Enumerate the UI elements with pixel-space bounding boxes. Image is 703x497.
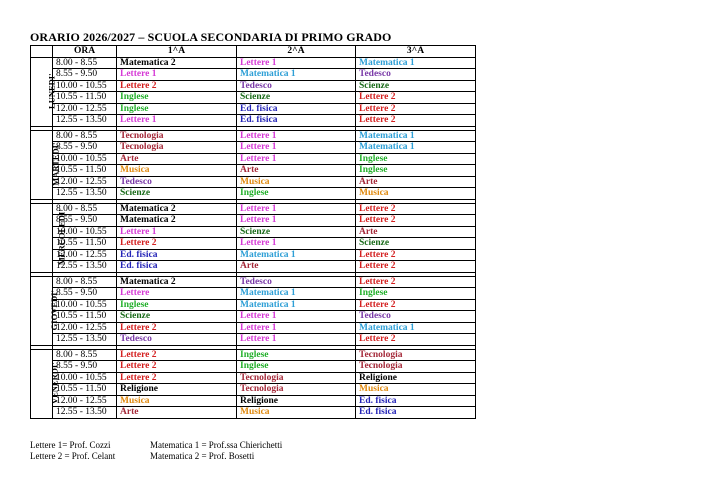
table-row bbox=[31, 322, 476, 334]
legend-item: Lettere 1= Prof. Cozzi bbox=[30, 440, 111, 450]
subject-cell-class-3a: Scienze bbox=[356, 80, 476, 92]
table-row bbox=[31, 372, 476, 384]
table-row bbox=[31, 261, 476, 273]
subject-cell-class-2a: Inglese bbox=[237, 188, 356, 200]
subject-cell-class-3a: Ed. fisica bbox=[356, 395, 476, 407]
header-day-corner bbox=[31, 46, 53, 58]
subject-cell-class-3a: Arte bbox=[356, 176, 476, 188]
table-row bbox=[31, 215, 476, 227]
subject-cell-class-1a: Inglese bbox=[117, 92, 237, 104]
subject-cell-class-2a: Tedesco bbox=[237, 276, 356, 288]
table-row bbox=[31, 311, 476, 323]
time-slot: 12.55 - 13.50 bbox=[53, 115, 117, 127]
table-row bbox=[31, 165, 476, 177]
table-row bbox=[31, 69, 476, 81]
subject-cell-class-2a: Inglese bbox=[237, 349, 356, 361]
subject-cell-class-3a: Inglese bbox=[356, 165, 476, 177]
subject-cell-class-1a: Tedesco bbox=[117, 176, 237, 188]
table-row bbox=[31, 238, 476, 250]
subject-cell-class-3a: Lettere 2 bbox=[356, 215, 476, 227]
subject-cell-class-2a: Arte bbox=[237, 165, 356, 177]
table-row bbox=[31, 130, 476, 142]
time-slot: 10.55 - 11.50 bbox=[53, 92, 117, 104]
subject-cell-class-2a: Lettere 1 bbox=[237, 203, 356, 215]
subject-cell-class-3a: Matematica 1 bbox=[356, 142, 476, 154]
time-slot: 10.55 - 11.50 bbox=[53, 384, 117, 396]
subject-cell-class-2a: Ed. fisica bbox=[237, 115, 356, 127]
subject-cell-class-2a: Inglese bbox=[237, 361, 356, 373]
time-slot: 8.55 - 9.50 bbox=[53, 288, 117, 300]
time-slot: 8.55 - 9.50 bbox=[53, 69, 117, 81]
table-row bbox=[31, 203, 476, 215]
subject-cell-class-2a: Tecnologia bbox=[237, 372, 356, 384]
subject-cell-class-3a: Tedesco bbox=[356, 69, 476, 81]
table-row bbox=[31, 334, 476, 346]
day-label-cell bbox=[31, 57, 57, 126]
legend-item: Matematica 2 = Prof. Bosetti bbox=[150, 451, 255, 461]
subject-cell-class-2a: Lettere 1 bbox=[237, 238, 356, 250]
table-row bbox=[31, 288, 476, 300]
day-label: LUNEDI' bbox=[46, 73, 57, 109]
time-slot: 10.55 - 11.50 bbox=[53, 165, 117, 177]
subject-cell-class-2a: Matematica 1 bbox=[237, 249, 356, 261]
header-row bbox=[31, 46, 476, 58]
subject-cell-class-2a: Musica bbox=[237, 407, 356, 419]
subject-cell-class-1a: Inglese bbox=[117, 299, 237, 311]
day-label: VENERDI' bbox=[49, 362, 60, 404]
subject-cell-class-2a: Lettere 1 bbox=[237, 334, 356, 346]
subject-cell-class-3a: Lettere 2 bbox=[356, 203, 476, 215]
legend-item: Lettere 2 = Prof. Celant bbox=[30, 451, 116, 461]
subject-cell-class-1a: Inglese bbox=[117, 103, 237, 115]
subject-cell-class-3a: Lettere 2 bbox=[356, 334, 476, 346]
subject-cell-class-3a: Lettere 2 bbox=[356, 115, 476, 127]
subject-cell-class-1a: Arte bbox=[117, 407, 237, 419]
subject-cell-class-1a: Lettere 2 bbox=[117, 349, 237, 361]
subject-cell-class-2a: Lettere 1 bbox=[237, 215, 356, 227]
subject-cell-class-3a: Lettere 2 bbox=[356, 92, 476, 104]
table-row bbox=[31, 361, 476, 373]
subject-cell-class-3a: Lettere 2 bbox=[356, 261, 476, 273]
subject-cell-class-3a: Ed. fisica bbox=[356, 407, 476, 419]
time-slot: 10.55 - 11.50 bbox=[53, 311, 117, 323]
subject-cell-class-1a: Musica bbox=[117, 395, 237, 407]
subject-cell-class-2a: Scienze bbox=[237, 226, 356, 238]
table-row bbox=[31, 349, 476, 361]
page-title: ORARIO 2026/2027 – SCUOLA SECONDARIA DI PRIMO GRADO bbox=[30, 30, 392, 44]
time-slot: 12.00 - 12.55 bbox=[53, 176, 117, 188]
subject-cell-class-1a: Lettere 1 bbox=[117, 69, 237, 81]
subject-cell-class-1a: Lettere 2 bbox=[117, 238, 237, 250]
subject-cell-class-3a: Tecnologia bbox=[356, 361, 476, 373]
header-class-3a: 3^A bbox=[356, 46, 476, 58]
table-row bbox=[31, 80, 476, 92]
time-slot: 12.00 - 12.55 bbox=[53, 103, 117, 115]
day-label-cell bbox=[31, 276, 59, 345]
subject-cell-class-3a: Lettere 2 bbox=[356, 103, 476, 115]
subject-cell-class-1a: Tecnologia bbox=[117, 142, 237, 154]
time-slot: 10.00 - 10.55 bbox=[53, 226, 117, 238]
time-slot: 10.55 - 11.50 bbox=[53, 238, 117, 250]
table-row bbox=[31, 188, 476, 200]
table-row bbox=[31, 299, 476, 311]
time-slot: 12.55 - 13.50 bbox=[53, 188, 117, 200]
subject-cell-class-1a: Lettere 1 bbox=[117, 226, 237, 238]
subject-cell-class-2a: Religione bbox=[237, 395, 356, 407]
time-slot: 10.00 - 10.55 bbox=[53, 299, 117, 311]
time-slot: 8.00 - 8.55 bbox=[53, 130, 117, 142]
subject-cell-class-3a: Tecnologia bbox=[356, 349, 476, 361]
subject-cell-class-1a: Matematica 2 bbox=[117, 276, 237, 288]
time-slot: 12.00 - 12.55 bbox=[53, 322, 117, 334]
subject-cell-class-3a: Musica bbox=[356, 188, 476, 200]
subject-cell-class-1a: Tecnologia bbox=[117, 130, 237, 142]
header-class-1a: 1^A bbox=[117, 46, 237, 58]
table-row bbox=[31, 276, 476, 288]
subject-cell-class-3a: Scienze bbox=[356, 238, 476, 250]
subject-cell-class-1a: Lettere 2 bbox=[117, 322, 237, 334]
subject-cell-class-3a: Arte bbox=[356, 226, 476, 238]
table-row bbox=[31, 176, 476, 188]
subject-cell-class-2a: Lettere 1 bbox=[237, 311, 356, 323]
subject-cell-class-1a: Musica bbox=[117, 165, 237, 177]
subject-cell-class-3a: Inglese bbox=[356, 153, 476, 165]
day-label-cell bbox=[31, 349, 60, 418]
schedule-body bbox=[31, 57, 476, 418]
subject-cell-class-2a: Lettere 1 bbox=[237, 57, 356, 69]
day-label: MARTEDI' bbox=[50, 142, 61, 186]
legend-item: Matematica 1 = Prof.ssa Chierichetti bbox=[150, 440, 283, 450]
time-slot: 12.55 - 13.50 bbox=[53, 261, 117, 273]
subject-cell-class-1a: Lettere 2 bbox=[117, 361, 237, 373]
time-slot: 8.00 - 8.55 bbox=[53, 57, 117, 69]
subject-cell-class-1a: Religione bbox=[117, 384, 237, 396]
table-row bbox=[31, 115, 476, 127]
time-slot: 8.00 - 8.55 bbox=[53, 203, 117, 215]
table-row bbox=[31, 384, 476, 396]
time-slot: 8.00 - 8.55 bbox=[53, 349, 117, 361]
time-slot: 12.00 - 12.55 bbox=[53, 395, 117, 407]
subject-cell-class-1a: Lettere bbox=[117, 288, 237, 300]
subject-cell-class-3a: Inglese bbox=[356, 288, 476, 300]
subject-cell-class-3a: Matematica 1 bbox=[356, 57, 476, 69]
time-slot: 10.00 - 10.55 bbox=[53, 153, 117, 165]
subject-cell-class-3a: Tedesco bbox=[356, 311, 476, 323]
subject-cell-class-3a: Lettere 2 bbox=[356, 276, 476, 288]
time-slot: 12.55 - 13.50 bbox=[53, 407, 117, 419]
subject-cell-class-2a: Arte bbox=[237, 261, 356, 273]
legend-teachers-matematica bbox=[150, 440, 282, 462]
legend-teachers-lettere bbox=[30, 440, 115, 462]
time-slot: 12.00 - 12.55 bbox=[53, 249, 117, 261]
subject-cell-class-3a: Matematica 1 bbox=[356, 130, 476, 142]
table-row bbox=[31, 249, 476, 261]
time-slot: 10.00 - 10.55 bbox=[53, 80, 117, 92]
subject-cell-class-2a: Tecnologia bbox=[237, 384, 356, 396]
time-slot: 8.55 - 9.50 bbox=[53, 142, 117, 154]
subject-cell-class-2a: Musica bbox=[237, 176, 356, 188]
subject-cell-class-2a: Tedesco bbox=[237, 80, 356, 92]
header-class-2a: 2^A bbox=[237, 46, 356, 58]
day-label-cell bbox=[31, 203, 67, 272]
table-row bbox=[31, 226, 476, 238]
subject-cell-class-1a: Ed. fisica bbox=[117, 261, 237, 273]
subject-cell-class-1a: Lettere 2 bbox=[117, 372, 237, 384]
subject-cell-class-1a: Scienze bbox=[117, 311, 237, 323]
header-ora: ORA bbox=[53, 46, 117, 58]
subject-cell-class-1a: Ed. fisica bbox=[117, 249, 237, 261]
table-row bbox=[31, 142, 476, 154]
subject-cell-class-3a: Lettere 2 bbox=[356, 299, 476, 311]
table-row bbox=[31, 57, 476, 69]
time-slot: 12.55 - 13.50 bbox=[53, 334, 117, 346]
table-row bbox=[31, 407, 476, 419]
subject-cell-class-2a: Lettere 1 bbox=[237, 322, 356, 334]
subject-cell-class-2a: Lettere 1 bbox=[237, 130, 356, 142]
subject-cell-class-1a: Tedesco bbox=[117, 334, 237, 346]
subject-cell-class-2a: Ed. fisica bbox=[237, 103, 356, 115]
time-slot: 8.55 - 9.50 bbox=[53, 361, 117, 373]
subject-cell-class-2a: Matematica 1 bbox=[237, 299, 356, 311]
table-row bbox=[31, 92, 476, 104]
subject-cell-class-1a: Matematica 2 bbox=[117, 57, 237, 69]
subject-cell-class-3a: Musica bbox=[356, 384, 476, 396]
day-label-cell bbox=[31, 130, 61, 199]
subject-cell-class-1a: Matematica 2 bbox=[117, 215, 237, 227]
subject-cell-class-1a: Arte bbox=[117, 153, 237, 165]
subject-cell-class-1a: Scienze bbox=[117, 188, 237, 200]
subject-cell-class-1a: Matematica 2 bbox=[117, 203, 237, 215]
day-label: GIOVEDI' bbox=[48, 289, 59, 331]
time-slot: 8.55 - 9.50 bbox=[53, 215, 117, 227]
day-label: MERCOLEDI' bbox=[56, 209, 67, 265]
table-row bbox=[31, 153, 476, 165]
subject-cell-class-1a: Lettere 2 bbox=[117, 80, 237, 92]
schedule-table bbox=[30, 45, 476, 419]
subject-cell-class-2a: Lettere 1 bbox=[237, 142, 356, 154]
subject-cell-class-3a: Matematica 1 bbox=[356, 322, 476, 334]
subject-cell-class-2a: Matematica 1 bbox=[237, 288, 356, 300]
table-row bbox=[31, 395, 476, 407]
subject-cell-class-2a: Scienze bbox=[237, 92, 356, 104]
subject-cell-class-2a: Matematica 1 bbox=[237, 69, 356, 81]
subject-cell-class-3a: Lettere 2 bbox=[356, 249, 476, 261]
table-row bbox=[31, 103, 476, 115]
time-slot: 8.00 - 8.55 bbox=[53, 276, 117, 288]
time-slot: 10.00 - 10.55 bbox=[53, 372, 117, 384]
subject-cell-class-3a: Religione bbox=[356, 372, 476, 384]
subject-cell-class-1a: Lettere 1 bbox=[117, 115, 237, 127]
subject-cell-class-2a: Lettere 1 bbox=[237, 153, 356, 165]
